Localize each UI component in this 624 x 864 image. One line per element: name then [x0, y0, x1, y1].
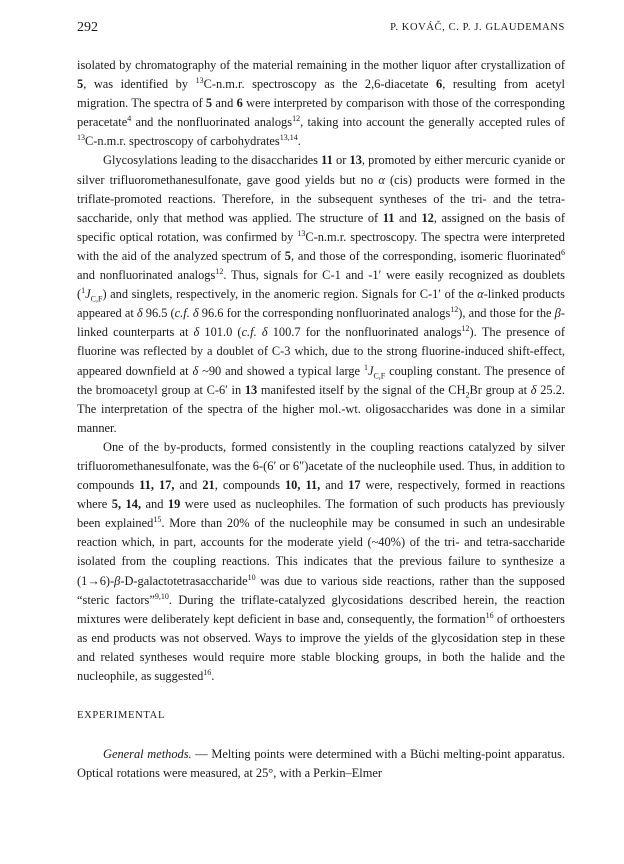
citation: 12	[461, 324, 470, 334]
compound-ref: 11	[321, 153, 333, 168]
citation: 12	[450, 305, 459, 315]
compound-ref: 17	[348, 478, 361, 493]
citation: 12	[292, 114, 301, 124]
citation: 9,10	[154, 591, 169, 601]
citation: 16	[203, 667, 212, 677]
compound-ref: 5	[205, 96, 213, 111]
running-head: P. KOVÁČ, C. P. J. GLAUDEMANS	[390, 22, 565, 33]
citation: 15	[153, 515, 162, 525]
compound-ref: 13	[244, 382, 258, 397]
paragraph-1: isolated by chromatography of the material remaining in the mother liquor after crystallization of 5, was identified by $^{13}$C-n.m.r. spectroscopy as the 2,6-diacetate 6, resulting from acetyl migration. The spectra of 5 and 6 were interpreted by comparison with those of the corresponding peracetate$^4$ and the nonfluorinated analogs$^{12}$, taking into account the generally accepted rules of $^{13}$C-n.m.r. spectroscopy of carbohydrates$^{13,14}$.	[77, 58, 566, 149]
citation: 16	[485, 610, 494, 620]
paragraph-4: General methods. — Melting points were determined with a Büchi melting-point apparatus. Optical rotations were measured, at 25°, with a Perkin–Elmer	[77, 747, 565, 781]
compound-ref: 21	[202, 478, 215, 493]
page-header	[77, 20, 565, 40]
compound-ref: 19	[167, 497, 181, 512]
citation: 6	[561, 247, 565, 257]
compound-ref: 5, 14,	[111, 497, 142, 512]
compound-ref: 5	[284, 248, 291, 263]
paragraph-3: One of the by-products, formed consistently in the coupling reactions catalyzed by silver trifluoromethanesulfonate, was the 6-(6′ or 6″)acetate of the nucleophile used. Thus, in addition to compounds 11, 17, and 21, compounds 10, 11, and 17 were, respectively, formed in reactions where 5, 14, and 19 were used as nucleophiles. The formation of such products has previously been explained$^{15}$. More than 20% of the nucleophile may be consumed in such an undesirable reaction which, in part, accounts for the moderate yield (~40%) of the tri- and tetra-saccharide isolated from the coupling reactions. This indicates that the previous failure to synthesize a (1→6)-β-D-galactotetrasaccharide$^{10}$ was due to various side reactions, rather than the supposed “steric factors”$^{9,10}$. During the triflate-catalyzed glycosidations described herein, the reaction mixtures were deliberately kept deficient in base and, consequently, the formation$^{16}$ of orthoesters as end products was not observed. Ways to improve the yields of the glycosidation step in these and related syntheses would require more stable blocking groups, in both the halide and the nucleophile, as suggested$^{16}$.	[77, 439, 566, 683]
citation: 13,14	[279, 133, 298, 143]
compound-ref: 6	[436, 77, 443, 92]
page-number: 292	[77, 20, 98, 35]
paragraph-2: Glycosylations leading to the disaccharides 11 or 13, promoted by either mercuric cyanide or silver trifluoromethanesulfonate, gave good yields but no α (cis) products were formed in the triflate-promoted reactions. Therefore, in the subsequent syntheses of the tri- and the tetra-saccharide, only that method was applied. The structure of 11 and 12, assigned on the basis of specific optical rotation, was confirmed by $^{13}$C-n.m.r. spectroscopy. The spectra were interpreted with the aid of the analyzed spectrum of 5, and those of the corresponding, isomeric fluorinated$^6$ and nonfluorinated analogs$^{12}$. Thus, signals for C-1 and -1′ were easily recognized as doublets $(^1J_{C,F})$ and singlets, respectively, in the anomeric region. Signals for C-1′ of the α-linked products appeared at δ 96.5 (c.f. δ 96.6 for the corresponding nonfluorinated analogs$^{12}$), and those for the β-linked counterparts at δ 101.0 (c.f. δ 100.7 for the nonfluorinated analogs$^{12}$). The presence of fluorine was reflected by a doublet of C-3 which, due to the strong fluorine-induced shift-effect, appeared downfield at δ ~90 and showed a typical large $^1J_{C,F}$ coupling constant. The presence of the bromoacetyl group at C-6′ in 13 manifested itself by the signal of the $CH_2Br$ group at δ 25.2. The interpretation of the spectra of the higher mol.-wt. oligosaccharides was done in a similar manner.	[77, 153, 566, 435]
citation: 4	[127, 114, 132, 124]
compound-ref: 5	[77, 77, 84, 92]
citation: 12	[215, 266, 224, 276]
article-body	[77, 56, 565, 783]
citation: 10	[247, 572, 256, 582]
compound-ref: 13	[349, 153, 362, 168]
subsection-title: General methods.	[103, 747, 192, 762]
compound-ref: 6	[236, 96, 243, 111]
compound-ref: 11, 17,	[139, 478, 175, 493]
compound-ref: 10, 11,	[284, 478, 321, 493]
compound-ref: 12	[421, 210, 434, 225]
section-heading: EXPERIMENTAL	[77, 710, 166, 722]
compound-ref: 11	[382, 210, 395, 225]
